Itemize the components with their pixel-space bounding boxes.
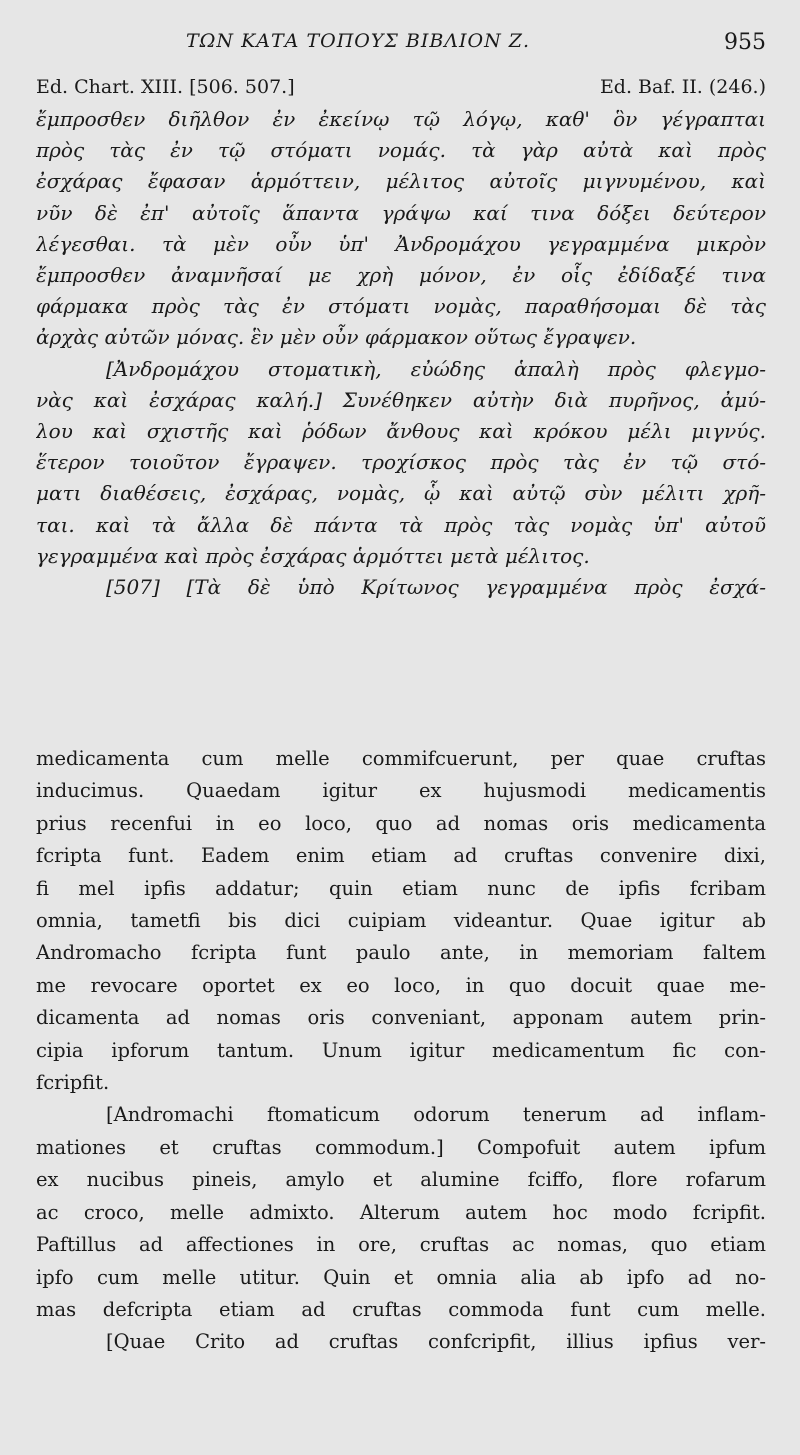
latin-line: [Quae Crito ad cruftas confcripfit, illius ipfius ver- [106, 1330, 766, 1354]
greek-line: νὰς καὶ ἐσχάρας καλή.] Συνέθηκεν αὐτὴν διὰ πυρῆνος, ἀμύ- [36, 387, 766, 412]
running-head [36, 30, 766, 60]
greek-line: ἕτερον τοιοῦτον ἔγραψεν. τροχίσκος πρὸς τὰς ἐν τῷ στό- [36, 450, 766, 475]
greek-line: [Ἀνδρομάχου στοματικὴ, εὐώδης ἁπαλὴ πρὸς φλεγμο- [106, 356, 766, 381]
greek-line: ἔμπροσθεν διῆλθον ἐν ἐκείνῳ τῷ λόγῳ, καθ' ὃν γέγραπται [36, 107, 766, 131]
greek-line: γεγραμμένα καὶ πρὸς ἐσχάρας ἁρμόττει μετὰ μέλιτος. [36, 543, 590, 568]
greek-line: λέγεσθαι. τὰ μὲν οὖν ὑπ' Ἀνδρομάχου γεγραμμένα μικρὸν [36, 231, 766, 256]
edition-reference-line [36, 76, 766, 98]
latin-line: fi mel ipfis addatur; quin etiam nunc de ipfis fcribam [36, 876, 766, 900]
latin-line: mas defcripta etiam ad cruftas commoda funt cum melle. [36, 1297, 766, 1321]
greek-line: ἀρχὰς αὐτῶν μόνας. ἓν μὲν οὖν φάρμακον οὕτως ἔγραψεν. [36, 325, 637, 350]
latin-line: prius recenfui in eo loco, quo ad nomas oris medicamenta [36, 811, 766, 835]
latin-line: Paftillus ad affectiones in ore, cruftas ac nomas, quo etiam [36, 1233, 766, 1257]
greek-text-block [36, 104, 766, 603]
greek-line: φάρμακα πρὸς τὰς ἐν στόματι νομὰς, παραθήσομαι δὲ τὰς [36, 294, 766, 319]
latin-line: ipfo cum melle utitur. Quin et omnia alia ab ipfo ad no- [36, 1265, 766, 1289]
greek-line: ἐσχάρας ἔφασαν ἁρμόττειν, μέλιτος αὐτοῖς μιγνυμένου, καὶ [36, 169, 766, 194]
latin-line: me revocare oportet ex eo loco, in quo docuit quae me- [36, 973, 766, 997]
latin-line: omnia, tametfi bis dici cuipiam videantur. Quae igitur ab [36, 909, 766, 933]
greek-line: ματι διαθέσεις, ἐσχάρας, νομὰς, ᾧ καὶ αὐτῷ σὺν μέλιτι χρῆ- [36, 481, 766, 506]
edition-reference-chartier: Ed. Chart. XIII. [506. 507.] [36, 76, 295, 98]
greek-line: [507] [Τὰ δὲ ὑπὸ Κρίτωνος γεγραμμένα πρὸς ἐσχά- [106, 575, 766, 600]
latin-line: ac croco, melle admixto. Alterum autem hoc modo fcripfit. [36, 1200, 766, 1224]
running-title: ΤΩΝ ΚΑΤΑ ΤΟΠΟΥΣ ΒΙΒΛΙΟΝ Ζ. [186, 30, 530, 52]
latin-text-block [36, 743, 766, 1359]
greek-line: νῦν δὲ ἐπ' αὐτοῖς ἅπαντα γράψω καί τινα δόξει δεύτερον [36, 200, 766, 225]
latin-line: ex nucibus pineis, amylo et alumine fciffo, flore rofarum [36, 1168, 766, 1192]
latin-line: medicamenta cum melle commifcuerunt, per quae cruftas [36, 747, 766, 770]
latin-line: fcripfit. [36, 1071, 110, 1095]
latin-line: [Andromachi ftomaticum odorum tenerum ad inflam- [106, 1103, 766, 1127]
greek-line: λου καὶ σχιστῆς καὶ ῥόδων ἄνθους καὶ κρόκου μέλι μιγνύς. [36, 419, 766, 444]
page-number: 955 [724, 30, 766, 55]
edition-reference-basel: Ed. Baf. II. (246.) [599, 76, 766, 98]
latin-line: fcripta funt. Eadem enim etiam ad cruftas convenire dixi, [36, 844, 766, 868]
greek-line: ται. καὶ τὰ ἄλλα δὲ πάντα τὰ πρὸς τὰς νομὰς ὑπ' αὐτοῦ [36, 512, 766, 537]
greek-line: ἔμπροσθεν ἀναμνῆσαί με χρὴ μόνον, ἐν οἷς ἐδίδαξέ τινα [36, 263, 766, 288]
latin-line: dicamenta ad nomas oris conveniant, apponam autem prin- [36, 1006, 766, 1030]
greek-line: πρὸς τὰς ἐν τῷ στόματι νομάς. τὰ γὰρ αὐτὰ καὶ πρὸς [36, 138, 766, 163]
latin-line: inducimus. Quaedam igitur ex hujusmodi medicamentis [36, 779, 766, 803]
latin-line: cipia ipforum tantum. Unum igitur medicamentum fic con- [36, 1038, 766, 1062]
latin-line: mationes et cruftas commodum.] Compofuit autem ipfum [36, 1135, 766, 1159]
latin-line: Andromacho fcripta funt paulo ante, in memoriam faltem [36, 941, 766, 965]
